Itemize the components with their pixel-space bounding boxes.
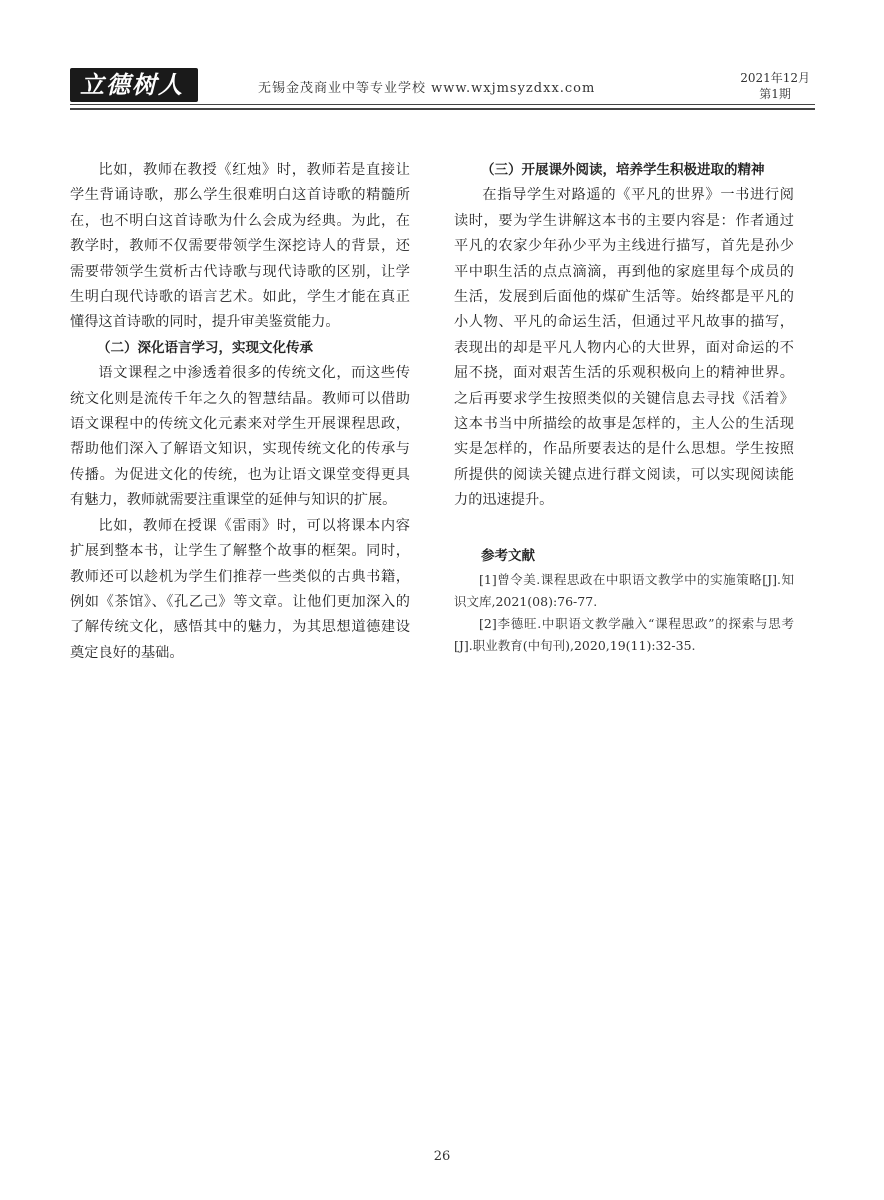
paragraph: 比如，教师在授课《雷雨》时，可以将课本内容扩展到整本书，让学生了解整个故事的框架。同时，教师还可以趁机为学生们推荐一些类似的古典书籍，例如《茶馆》、《孔乙己》等文章。让他们更加深入的了解传统文化，感悟其中的魅力，为其思想道德建设奠定良好的基础。	[70, 517, 410, 661]
page-number: 26	[433, 1149, 451, 1164]
journal-logo: 立德树人	[70, 68, 198, 102]
page-header	[0, 0, 884, 115]
school-name: 无锡金茂商业中等专业学校 www.wxjmsyzdxx.com	[258, 81, 596, 96]
reference-item: [1]曾令美.课程思政在中职语文教学中的实施策略[J].知识文库,2021(08):76-77.	[454, 572, 794, 610]
header-rule-thin	[70, 104, 815, 105]
reference-item: [2]李德旺.中职语文教学融入“课程思政”的探索与思考[J].职业教育(中旬刊),2020,19(11):32-35.	[454, 616, 794, 654]
section-heading: （二）深化语言学习，实现文化传承	[97, 339, 313, 356]
references-heading: 参考文献	[481, 547, 535, 564]
paragraph: 在指导学生对路遥的《平凡的世界》一书进行阅读时，要为学生讲解这本书的主要内容是：作者通过平凡的农家少年孙少平为主线进行描写，首先是孙少平中职生活的点点滴滴，再到他的家庭里每个成员的生活，发展到后面他的煤矿生活等。始终都是平凡的小人物、平凡的命运生活，但通过平凡故事的描写，表现出的却是平凡人物内心的大世界，面对命运的不屈不挠，面对艰苦生活的乐观积极向上的精神世界。之后再要求学生按照类似的关键信息去寻找《活着》这本书当中所描绘的故事是怎样的，主人公的生活现实是怎样的，作品所要表达的是什么思想。学生按照所提供的阅读关键点进行群文阅读，可以实现阅读能力的迅速提升。	[454, 187, 794, 509]
paragraph: 比如，教师在教授《红烛》时，教师若是直接让学生背诵诗歌，那么学生很难明白这首诗歌的精髓所在，也不明白这首诗歌为什么会成为经典。为此，在教学时，教师不仅需要带领学生深挖诗人的背景，还需要带领学生赏析古代诗歌与现代诗歌的区别，让学生明白现代诗歌的语言艺术。如此，学生才能在真正懂得这首诗歌的同时，提升审美鉴赏能力。	[70, 162, 410, 331]
header-rule-thick	[70, 108, 815, 110]
issue-info	[740, 70, 810, 102]
section-heading: （三）开展课外阅读，培养学生积极进取的精神	[481, 162, 765, 178]
paragraph: 语文课程之中渗透着很多的传统文化，而这些传统文化则是流传千年之久的智慧结晶。教师可以借助语文课程中的传统文化元素来对学生开展课程思政，帮助他们深入了解语文知识，实现传统文化的传承与传播。为促进文化的传统，也为让语文课堂变得更具有魅力，教师就需要注重课堂的延伸与知识的扩展。	[70, 365, 410, 509]
issue-date: 2021年12月	[740, 71, 810, 85]
issue-number: 第1期	[759, 87, 791, 101]
left-column	[70, 158, 410, 666]
right-column	[454, 158, 794, 657]
